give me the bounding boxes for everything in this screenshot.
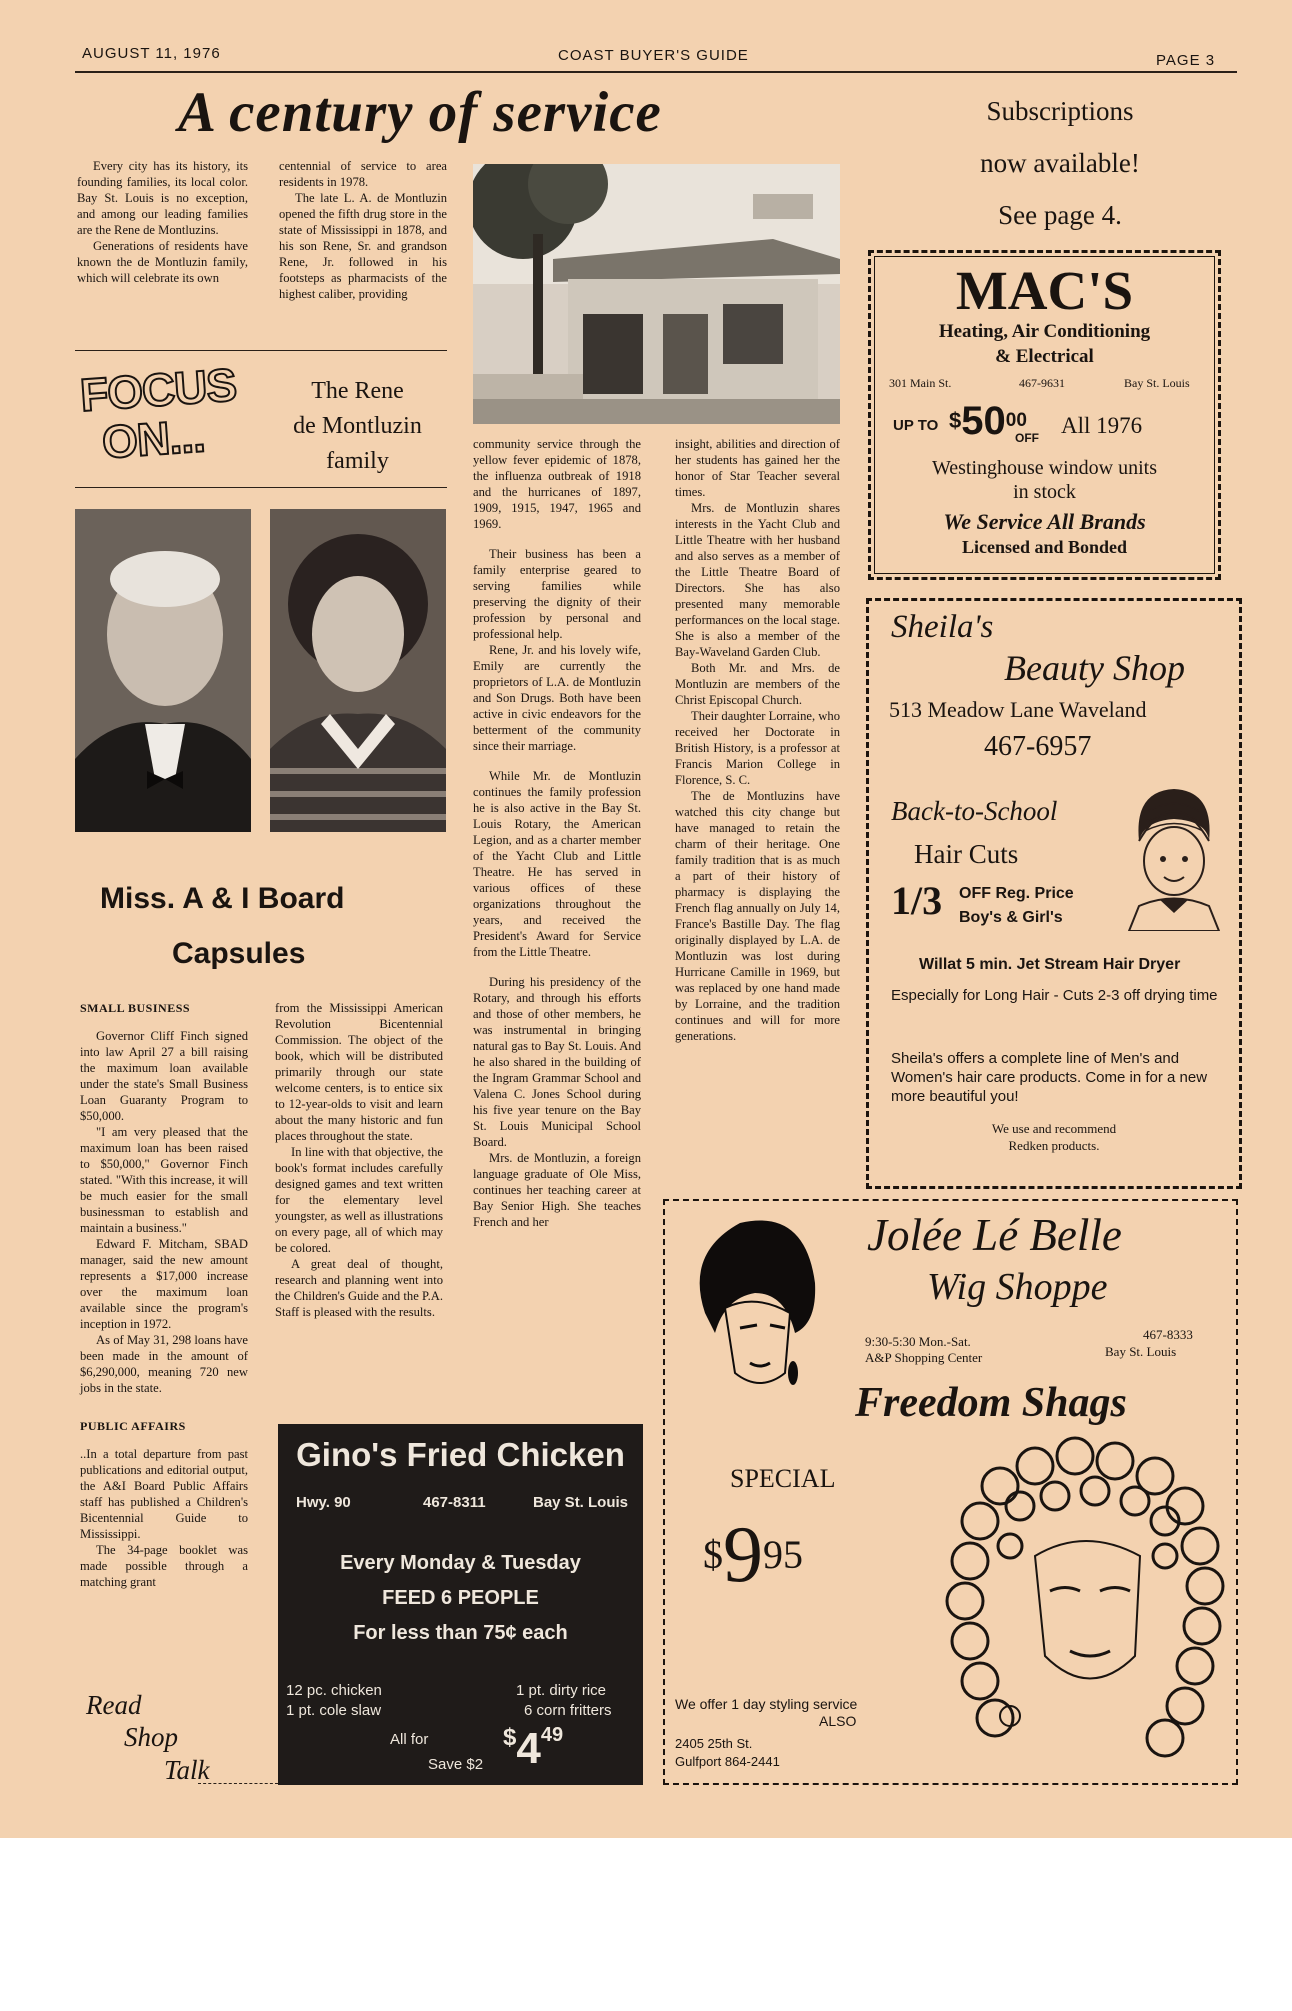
article-paragraph: Their daughter Lorraine, who received her Doctorate in British History, is a professor at Francis Marion College in Florence, S. C. (675, 709, 840, 787)
ginos-city: Bay St. Louis (533, 1494, 629, 1511)
jolee-address: 2405 25th St. (675, 1736, 753, 1751)
divider (198, 1783, 278, 1784)
read-shop-talk-word: Shop (124, 1722, 178, 1752)
jolee-special: SPECIAL (730, 1464, 836, 1493)
article-paragraph: While Mr. de Montluzin continues the family profession he is also active in the Bay St. Louis Rotary, the American Legion, and as a charter member of the Yacht Club and Little Theatre. He has served in various offices of these organizations throughout the years, and received the President's Award for Service from the Little Theatre. (473, 769, 641, 959)
capsules-column-2 (275, 1000, 443, 1320)
article-paragraph: Generations of residents have known the de Montluzin family, which will celebrate its own (77, 239, 248, 285)
sheilas-ad (866, 598, 1242, 1189)
sheilas-redken: We use and recommend (991, 1121, 1117, 1136)
macs-services: & Electrical (995, 346, 1094, 367)
macs-name: MAC'S (955, 260, 1134, 321)
section-heading: PUBLIC AFFAIRS (80, 1419, 186, 1433)
macs-phone: 467-9631 (1019, 376, 1065, 390)
article-paragraph: Mrs. de Montluzin, a foreign language graduate of Ole Miss, continues her teaching career at Bay Senior High. She teaches French and her (473, 1151, 641, 1229)
sheilas-name: Beauty Shop (1004, 648, 1185, 688)
macs-off: OFF (1015, 431, 1039, 445)
jolee-also: ALSO (819, 1713, 857, 1729)
sheilas-off: OFF Reg. Price (959, 885, 1074, 902)
jolee-name: Jolée Lé Belle (867, 1210, 1122, 1260)
read-shop-talk-word: Talk (164, 1755, 210, 1785)
article-paragraph: Rene, Jr. and his lovely wife, Emily are currently the proprietors of L.A. de Montluzin and Son Drugs. Both have been active in civic endeavors for the betterment of the community since their marriage. (473, 643, 641, 753)
macs-services: Heating, Air Conditioning (938, 321, 1151, 342)
capsules-paragraph: "I am very pleased that the maximum loan has been raised to $50,000," Governor Finch stated. "With this increase, it will be much easier for the small businessman to establish and maintain a business." (80, 1125, 248, 1235)
ginos-save: Save $2 (428, 1756, 484, 1773)
jolee-ad (663, 1199, 1238, 1785)
ginos-phone: 467-8311 (423, 1494, 486, 1511)
sheilas-dryer-detail: Especially for Long Hair - Cuts 2-3 off drying time (891, 987, 1218, 1004)
article-paragraph: The late L. A. de Montluzin opened the fifth drug store in the state of Mississippi in 1878, and his son Rene, Sr. and grandson Rene, Jr. followed in his footsteps as pharmacists of the highest caliber, providing (279, 191, 447, 301)
article-column-4 (675, 436, 840, 1044)
focus-title: The Rene de Montluzin family (293, 378, 422, 474)
focus-on-logo: FOCUS ON... (78, 358, 238, 469)
sheilas-address: 513 Meadow Lane Waveland (889, 697, 1147, 722)
portrait-photo-rene (75, 509, 251, 832)
sheilas-promo: Hair Cuts (914, 839, 1019, 869)
jolee-phone: 467-8333 (1143, 1327, 1193, 1342)
sheilas-promo: Back-to-School (891, 796, 1058, 826)
ginos-item: 1 pt. cole slaw (286, 1702, 382, 1719)
freedom-shags: Freedom Shags (855, 1380, 1127, 1426)
ginos-ad (278, 1424, 643, 1785)
jolee-city: Bay St. Louis (1105, 1344, 1177, 1359)
article-paragraph: Their business has been a family enterprise geared to serving families while preserving the dignity of their profession by personal and professional help. (473, 547, 641, 641)
woman-illustration (685, 1213, 820, 1403)
capsules-paragraph: As of May 31, 298 loans have been made in the amount of $6,290,000, meaning 720 new jobs in the state. (80, 1333, 248, 1395)
sheilas-name: Sheila's (891, 609, 994, 645)
ginos-item: 1 pt. dirty rice (516, 1682, 607, 1699)
ginos-promo-line: Every Monday & Tuesday (340, 1552, 581, 1574)
section-heading: SMALL BUSINESS (80, 1001, 191, 1015)
portrait-photo-emily (270, 509, 446, 832)
publication-name: COAST BUYER'S GUIDE (558, 47, 749, 64)
sheilas-redken: Redken products. (1008, 1138, 1100, 1153)
ginos-promo-line: FEED 6 PEOPLE (382, 1587, 539, 1609)
jolee-styling: We offer 1 day styling service (675, 1696, 858, 1712)
capsules-title-line1: Miss. A & I Board (100, 882, 345, 915)
capsules-paragraph: The 34-page booklet was made possible through a matching grant (80, 1543, 248, 1589)
ginos-price: $^{\$}4^{49}$ (503, 1724, 564, 1773)
header-rule (75, 71, 1237, 73)
capsules-paragraph: In line with that objective, the book's format includes carefully designed games and text written for the elementary level youngster, as well as illustrations on every page, all of which may be colored. (275, 1145, 443, 1255)
article-column-1 (77, 158, 248, 286)
article-paragraph: community service through the yellow fever epidemic of 1878, the influenza outbreak of 1918 and the hurricanes of 1897, 1909, 1915, 1947, 1965 and 1969. (473, 437, 641, 531)
macs-address: 301 Main St. (889, 376, 952, 390)
article-paragraph: Every city has its history, its founding families, its local color. Bay St. Louis is no exception, and among our leading families are the Rene de Montluzins. (77, 159, 248, 237)
jolee-name: Wig Shoppe (927, 1266, 1108, 1308)
ginos-item: 12 pc. chicken (286, 1682, 382, 1699)
article-headline: A century of service (178, 81, 662, 144)
article-paragraph: The de Montluzins have watched this city change but have managed to retain the charm of their heritage. One family tradition that is as much a part of their history of pharmacy is displaying the French flag annually on July 14, France's Bastille Day. The flag originally displayed by L.A. de Montluzin was lost during Hurricane Camille in 1969, but was replaced by one hand made by Lorraine, and the tradition continues and will for more generations. (675, 789, 840, 1043)
article-paragraph: During his presidency of the Rotary, and through his efforts and those of other members, he was instrumental in bringing natural gas to Bay St. Louis. And he also shared in the building of the Ingram Grammar School and Valena C. Jones School during his five year tenure on the Bay St. Louis Municipal School Board. (473, 975, 641, 1149)
macs-year: All 1976 (1061, 413, 1143, 438)
shag-hair-illustration (940, 1426, 1230, 1776)
subscriptions-notice: Subscriptions now available! See page 4. (980, 96, 1140, 230)
jolee-price: $^{\$}9^{95}$ (703, 1511, 803, 1599)
macs-line: Licensed and Bonded (961, 537, 1128, 557)
capsules-paragraph: Edward F. Mitcham, SBAD manager, said the new amount represents a $17,000 increase over the maximum loan available since the program's inception in 1972. (80, 1237, 248, 1331)
ginos-all-for: All for (390, 1731, 429, 1748)
sheilas-offers: Sheila's offers a complete line of Men's and Women's hair care products. Come in for a new more beautiful you! (891, 1050, 1208, 1105)
article-paragraph: Both Mr. and Mrs. de Montluzin are members of the Christ Episcopal Church. (675, 661, 840, 707)
ginos-hwy: Hwy. 90 (296, 1494, 351, 1511)
read-shop-talk-word: Read (86, 1690, 142, 1720)
article-paragraph: centennial of service to area residents in 1978. (279, 159, 447, 189)
capsules-column-1 (80, 1000, 248, 1590)
sheilas-phone: 467-6957 (984, 731, 1092, 762)
capsules-paragraph: from the Mississippi American Revolution Bicentennial Commission. The object of the book, which will be distributed primarily through our state welcome centers, is to entice six to 12-year-olds to visit and learn about the many historic and fun places throughout the state. (275, 1001, 443, 1143)
macs-upto: UP TO (893, 417, 939, 434)
ginos-name: Gino's Fried Chicken (296, 1436, 625, 1473)
boy-illustration (1119, 781, 1224, 931)
capsules-paragraph: ..In a total departure from past publications and editorial output, the A&I Board Public Affairs staff has published a Children's Bicentennial Guide to Mississippi. (80, 1447, 248, 1541)
page-number: PAGE 3 (1156, 52, 1216, 69)
macs-ad (868, 250, 1221, 580)
ginos-item: 6 corn fritters (524, 1702, 612, 1719)
article-paragraph: Mrs. de Montluzin shares interests in the Yacht Club and Little Theatre with her husband and also serves as a member of the Little Theatre Board of Directors. She has also presented many memorable performances on the local stage. She is also a member of the Bay-Waveland Garden Club. (675, 501, 840, 659)
sheilas-off: Boy's & Girl's (959, 909, 1063, 926)
divider (75, 350, 447, 351)
capsules-paragraph: A great deal of thought, research and planning went into the Children's Guide and the P.A. Staff is pleased with the results. (275, 1257, 443, 1319)
macs-line: Westinghouse window units (931, 457, 1158, 479)
sheilas-fraction: 1/3 (891, 878, 943, 923)
divider (75, 487, 447, 488)
macs-line: in stock (1013, 481, 1076, 503)
capsules-paragraph: Governor Cliff Finch signed into law April 27 a bill raising the maximum loan available under the state's Small Business Loan Guaranty Program to $50,000. (80, 1029, 248, 1123)
macs-city: Bay St. Louis (1124, 376, 1190, 390)
article-column-2 (279, 158, 447, 302)
sheilas-dryer: Willat 5 min. Jet Stream Hair Dryer (919, 956, 1181, 973)
ginos-promo-line: For less than 75¢ each (353, 1622, 568, 1644)
issue-date: AUGUST 11, 1976 (82, 45, 221, 62)
jolee-center: A&P Shopping Center (865, 1350, 983, 1365)
macs-discount: $^{\$}50^{00}$ (949, 399, 1027, 443)
capsules-title-line2: Capsules (172, 937, 306, 970)
jolee-address: Gulfport 864-2441 (675, 1754, 780, 1769)
article-paragraph: insight, abilities and direction of her students has gained her the honor of Star Teacher several times. (675, 437, 840, 499)
article-column-3 (473, 436, 641, 1230)
drugstore-photo (473, 164, 840, 424)
macs-line: We Service All Brands (943, 509, 1146, 534)
jolee-hours: 9:30-5:30 Mon.-Sat. (865, 1334, 971, 1349)
